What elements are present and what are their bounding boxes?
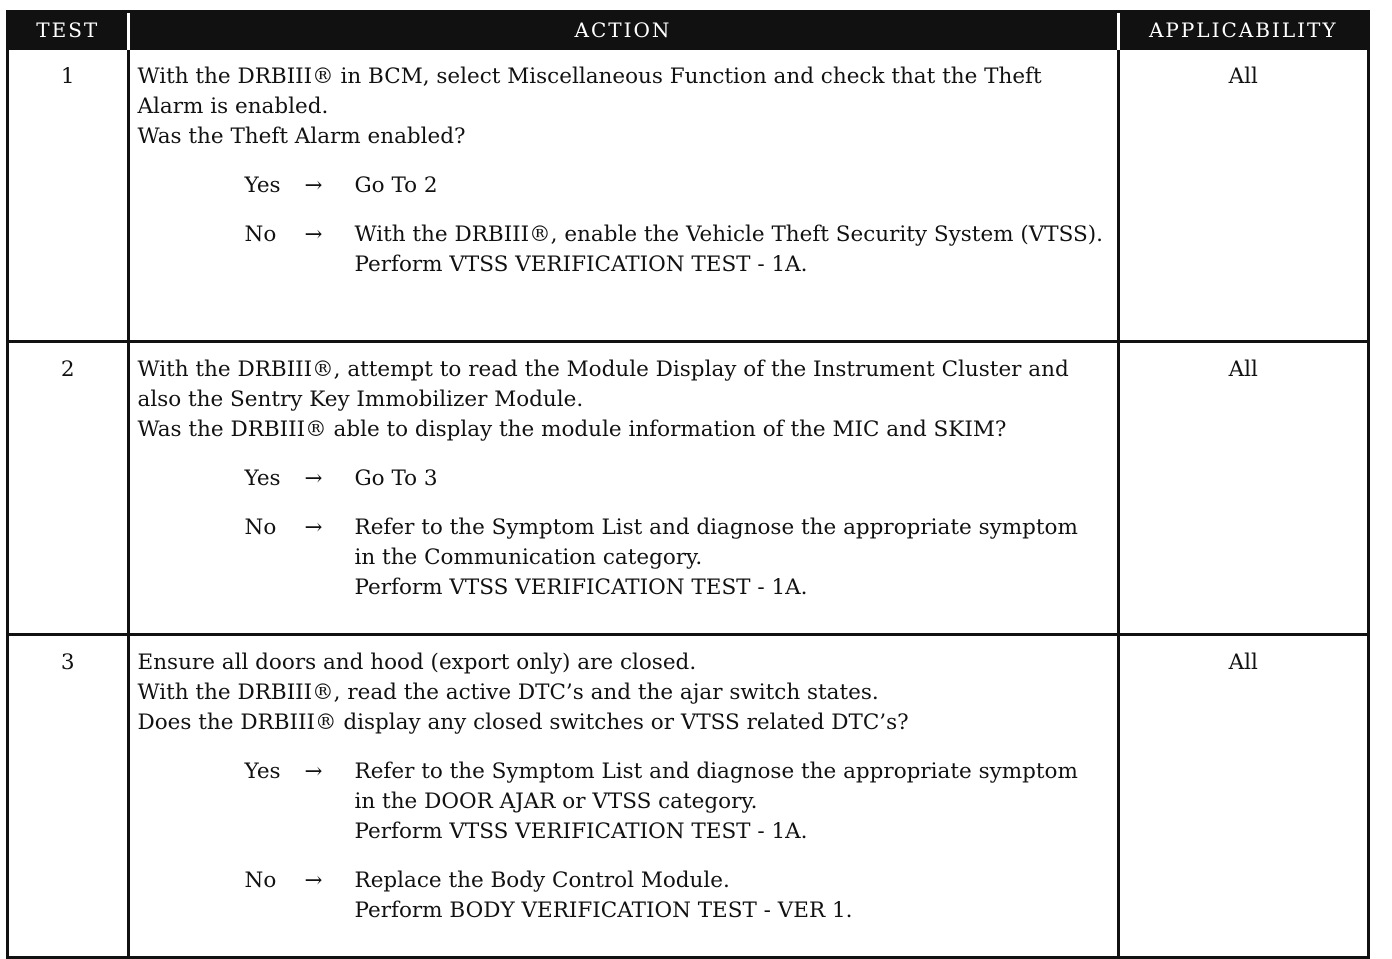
question-line: Was the DRBIII® able to display the module information of the MIC and SKIM? — [137, 417, 1007, 442]
arrow-icon: → — [304, 173, 323, 198]
arrow-icon: → — [304, 222, 323, 247]
table-header — [9, 13, 1367, 49]
yes-branch — [138, 171, 1111, 201]
action-cell — [128, 342, 1118, 635]
question-line: Alarm is enabled. — [137, 94, 329, 119]
question-line: With the DRBIII®, attempt to read the Module Display of the Instrument Cluster and — [137, 357, 1069, 382]
no-label: No — [244, 868, 277, 893]
yes-branch — [138, 464, 1111, 494]
result-line: in the Communication category. — [354, 545, 703, 570]
no-branch — [138, 513, 1111, 603]
test-table — [9, 13, 1367, 956]
no-branch — [138, 220, 1111, 280]
question-line: Was the Theft Alarm enabled? — [137, 124, 466, 149]
yes-label: Yes — [244, 173, 281, 198]
result-line: With the DRBIII®, enable the Vehicle Theft Security System (VTSS). — [354, 222, 1103, 247]
no-branch — [138, 866, 1111, 926]
question-line: Does the DRBIII® display any closed switches or VTSS related DTC’s? — [137, 710, 909, 735]
result-line: Refer to the Symptom List and diagnose the appropriate symptom — [354, 515, 1078, 540]
result-line: Perform BODY VERIFICATION TEST - VER 1. — [354, 898, 853, 923]
yes-label: Yes — [244, 466, 281, 491]
result-line: Perform VTSS VERIFICATION TEST - 1A. — [354, 252, 808, 277]
header-action: ACTION — [128, 13, 1118, 49]
test-number: 1 — [9, 49, 128, 342]
result-line: Perform VTSS VERIFICATION TEST - 1A. — [354, 819, 808, 844]
header-test: TEST — [9, 13, 128, 49]
applicability-value: All — [1118, 49, 1367, 342]
no-result — [355, 866, 1111, 926]
result-line: Perform VTSS VERIFICATION TEST - 1A. — [354, 575, 808, 600]
applicability-value: All — [1118, 635, 1367, 957]
test-number: 2 — [9, 342, 128, 635]
arrow-icon: → — [304, 515, 323, 540]
yes-branch — [138, 757, 1111, 847]
no-label: No — [244, 515, 277, 540]
table-row — [9, 49, 1367, 342]
question-line: also the Sentry Key Immobilizer Module. — [137, 387, 584, 412]
result-line: Go To 2 — [354, 173, 438, 198]
no-result — [355, 220, 1111, 280]
no-result — [355, 513, 1111, 603]
arrow-icon: → — [304, 759, 323, 784]
action-cell — [128, 635, 1118, 957]
table-row — [9, 635, 1367, 957]
header-applicability: APPLICABILITY — [1118, 13, 1367, 49]
question-line: With the DRBIII® in BCM, select Miscellaneous Function and check that the Theft — [137, 64, 1042, 89]
question-line: Ensure all doors and hood (export only) are closed. — [137, 650, 697, 675]
result-line: Replace the Body Control Module. — [354, 868, 730, 893]
yes-result — [355, 464, 1111, 494]
diagnostic-test-table — [6, 10, 1370, 959]
test-number: 3 — [9, 635, 128, 957]
result-line: Go To 3 — [354, 466, 438, 491]
no-label: No — [244, 222, 277, 247]
arrow-icon: → — [304, 868, 323, 893]
table-row — [9, 342, 1367, 635]
question-line: With the DRBIII®, read the active DTC’s and the ajar switch states. — [137, 680, 879, 705]
result-line: in the DOOR AJAR or VTSS category. — [354, 789, 758, 814]
yes-result — [355, 757, 1111, 847]
applicability-value: All — [1118, 342, 1367, 635]
action-cell — [128, 49, 1118, 342]
yes-result — [355, 171, 1111, 201]
arrow-icon: → — [304, 466, 323, 491]
result-line: Refer to the Symptom List and diagnose the appropriate symptom — [354, 759, 1078, 784]
yes-label: Yes — [244, 759, 281, 784]
